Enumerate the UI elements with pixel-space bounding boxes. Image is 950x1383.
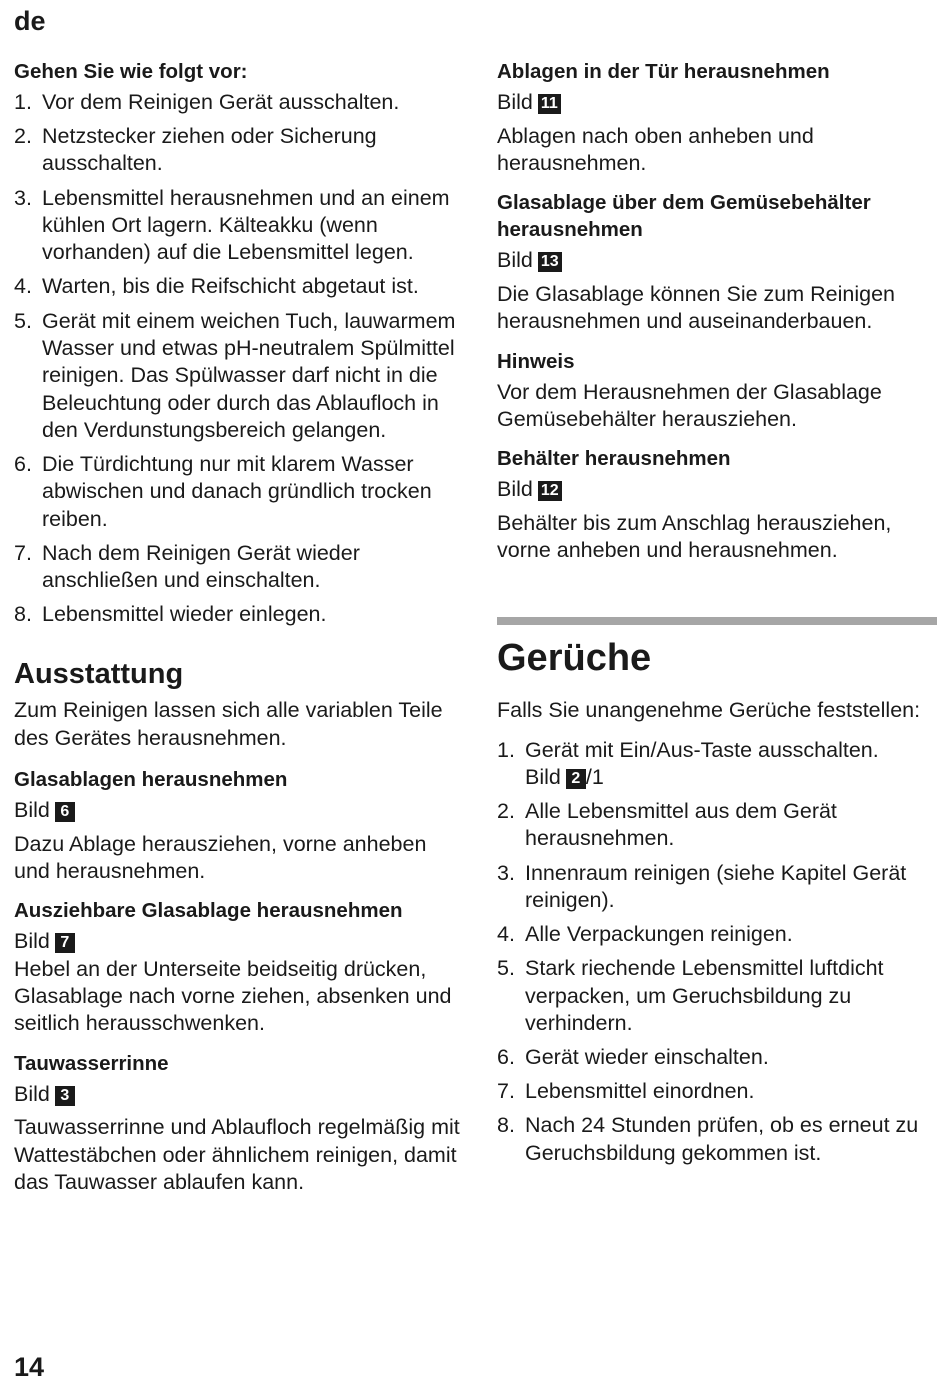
- tauwasser-text: Tauwasserrinne und Ablaufloch regelmäßig mit Wattestäbchen oder ähnlichem reinigen, damit das Tauwasser ablaufen kann.: [14, 1115, 460, 1195]
- gerueche-intro: Falls Sie unangenehme Gerüche feststellen:: [497, 698, 921, 723]
- subheading-hinweis: Hinweis: [497, 349, 575, 373]
- list-item: 1. Gerät mit Ein/Aus-Taste ausschalten. Bild 2 /1: [497, 737, 879, 789]
- list-item: 8. Nach 24 Stunden prüfen, ob es erneut zu Geruchsbildung gekommen ist.: [497, 1113, 919, 1165]
- section-title-gerueche: Gerüche: [497, 637, 652, 680]
- steps-heading: Gehen Sie wie folgt vor:: [14, 60, 248, 83]
- list-item: 6. Gerät wieder einschalten.: [497, 1044, 769, 1069]
- figure-number-badge: 11: [538, 94, 561, 114]
- figure-reference: Bild 6: [14, 797, 464, 824]
- list-item: 2. Netzstecker ziehen oder Sicherung ausschalten.: [14, 124, 377, 176]
- figure-number-badge: 3: [55, 1086, 75, 1106]
- list-item: 7. Nach dem Reinigen Gerät wieder anschließen und einschalten.: [14, 540, 360, 593]
- ablagen-tuer-text: Ablagen nach oben anheben und herausnehmen.: [497, 123, 814, 176]
- behaelter-text: Behälter bis zum Anschlag herausziehen, vorne anheben und herausnehmen.: [497, 511, 892, 563]
- section-divider: [497, 617, 937, 625]
- figure-number-badge: 7: [55, 933, 75, 953]
- ausziehbare-text: Hebel an der Unterseite beidseitig drücken, Glasablage nach vorne ziehen, absenken und seitlich herausschwenken.: [14, 956, 452, 1036]
- section-title-ausstattung: Ausstattung: [14, 658, 184, 691]
- figure-number-badge: 13: [538, 252, 562, 272]
- right-column: [497, 58, 937, 1174]
- subheading-glasablage-gemuese: Glasablage über dem Gemüsebehälter herausnehmen: [497, 191, 871, 242]
- figure-reference: Bild 12: [497, 476, 937, 503]
- list-item: 6. Die Türdichtung nur mit klarem Wasser abwischen und danach gründlich trocken reiben.: [14, 452, 432, 531]
- subheading-behaelter: Behälter herausnehmen: [497, 447, 731, 471]
- list-item: 4. Warten, bis die Reifschicht abgetaut ist.: [14, 274, 419, 299]
- glasablagen-text: Dazu Ablage herausziehen, vorne anheben und herausnehmen.: [14, 831, 427, 884]
- figure-number-badge: 12: [538, 481, 562, 501]
- glasablage-gemuese-text: Die Glasablage können Sie zum Reinigen herausnehmen und auseinanderbauen.: [497, 282, 895, 334]
- list-item: 5. Stark riechende Lebensmittel luftdicht verpacken, um Geruchsbildung zu verhindern.: [497, 956, 884, 1035]
- subheading-ablagen-tuer: Ablagen in der Tür herausnehmen: [497, 60, 830, 83]
- figure-reference: Bild 11: [497, 89, 937, 116]
- list-item: 3. Innenraum reinigen (siehe Kapitel Gerät reinigen).: [497, 860, 907, 912]
- figure-reference: Bild 7: [14, 928, 464, 955]
- list-item: 5. Gerät mit einem weichen Tuch, lauwarmem Wasser und etwas pH-neutralem Spülmittel reinigen. Das Spülwasser darf nicht in die Beleuchtung oder durch das Ablaufloch in den Verdunstungsbereich gelangen.: [14, 308, 456, 442]
- subheading-glasablagen: Glasablagen herausnehmen: [14, 768, 288, 792]
- language-code: de: [14, 6, 46, 36]
- page-number: 14: [14, 1352, 45, 1382]
- figure-number-badge: 6: [55, 802, 75, 822]
- list-item: 8. Lebensmittel wieder einlegen.: [14, 602, 327, 627]
- list-item: 7. Lebensmittel einordnen.: [497, 1079, 755, 1104]
- left-column: [14, 58, 464, 1203]
- figure-number-badge: 2: [566, 769, 586, 789]
- hinweis-text: Vor dem Herausnehmen der Glasablage Gemüsebehälter herausziehen.: [497, 379, 882, 432]
- list-item: 3. Lebensmittel herausnehmen und an einem kühlen Ort lagern. Kälteakku (wenn vorhanden) auf die Lebensmittel legen.: [14, 185, 450, 265]
- ausstattung-intro: Zum Reinigen lassen sich alle variablen Teile des Gerätes herausnehmen.: [14, 698, 443, 750]
- subheading-ausziehbare: Ausziehbare Glasablage herausnehmen: [14, 899, 403, 923]
- odor-steps-list: [497, 737, 937, 1167]
- list-item: 2. Alle Lebensmittel aus dem Gerät herausnehmen.: [497, 799, 837, 851]
- figure-reference: Bild 13: [497, 247, 937, 274]
- figure-reference: Bild 3: [14, 1081, 464, 1108]
- subheading-tauwasserrinne: Tauwasserrinne: [14, 1051, 169, 1075]
- cleaning-steps-list: [14, 89, 464, 629]
- list-item: 1. Vor dem Reinigen Gerät ausschalten.: [14, 90, 400, 114]
- list-item: 4. Alle Verpackungen reinigen.: [497, 922, 793, 947]
